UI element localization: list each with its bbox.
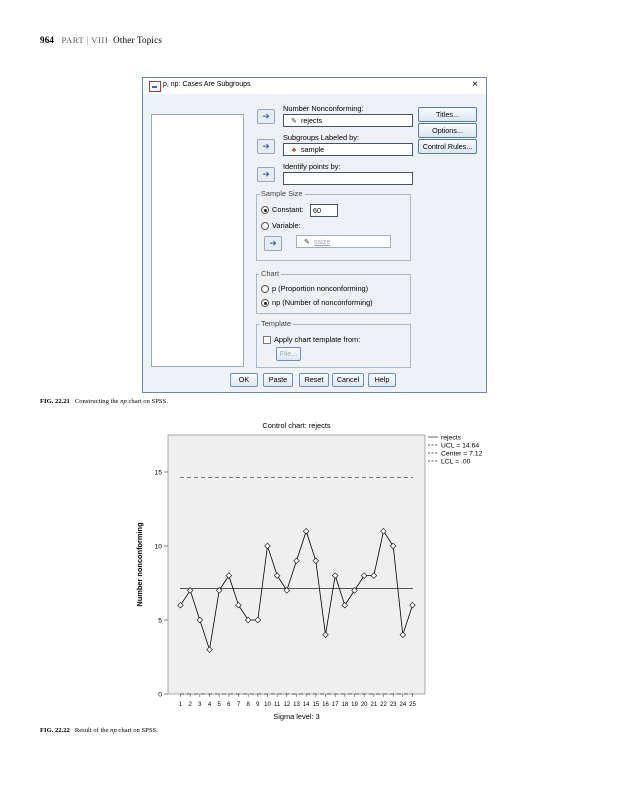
number-nonconforming-field[interactable] (283, 114, 413, 127)
spss-dialog (142, 77, 487, 393)
pencil-icon: ✎ (290, 116, 298, 125)
constant-input[interactable]: 60 (310, 204, 338, 217)
x-tick-label: 13 (293, 702, 300, 708)
variable-field[interactable] (296, 235, 391, 248)
close-icon[interactable]: × (472, 79, 478, 90)
x-tick-label: 22 (380, 702, 387, 708)
sample-size-group-label: Sample Size (261, 189, 303, 198)
x-tick-label: 15 (312, 702, 320, 708)
legend-entry: LCL = .00 (441, 458, 471, 466)
number-nonconforming-value: rejects (301, 116, 323, 125)
x-tick-label: 1 (178, 702, 183, 708)
section-title: Other Topics (113, 35, 163, 45)
app-icon (149, 81, 161, 92)
help-button[interactable]: Help (368, 373, 396, 387)
legend-entry: Center = 7.12 (441, 450, 483, 458)
running-header (40, 35, 162, 45)
template-group (256, 324, 411, 368)
legend-entry: UCL = 14.64 (441, 442, 480, 450)
radio-selected-icon (261, 299, 269, 307)
page-number: 964 (40, 35, 55, 45)
ok-button[interactable]: OK (230, 373, 258, 387)
control-rules-button[interactable]: Control Rules... (418, 139, 477, 154)
x-tick-label: 14 (302, 702, 310, 708)
caption-italic: np (110, 727, 117, 734)
constant-radio[interactable] (261, 205, 304, 214)
constant-label: Constant: (272, 205, 304, 214)
caption-text: Result of the (74, 727, 111, 734)
reset-button[interactable]: Reset (299, 373, 329, 387)
radio-unselected-icon (261, 285, 269, 293)
radio-unselected-icon (261, 222, 269, 230)
caption-text: chart on SPSS. (116, 727, 158, 734)
x-tick-label: 19 (351, 702, 358, 708)
part-label: PART (61, 35, 85, 45)
dialog-title: p, np: Cases Are Subgroups (163, 81, 251, 88)
x-tick-label: 3 (198, 702, 202, 708)
subgroups-value: sample (301, 145, 325, 154)
x-axis-label: Sigma level: 3 (273, 712, 320, 721)
y-tick-label: 0 (158, 691, 162, 699)
control-chart (120, 418, 503, 724)
variable-list[interactable] (151, 114, 244, 367)
x-tick-label: 5 (217, 702, 221, 708)
figure-caption-1 (40, 398, 168, 405)
dialog-titlebar (143, 78, 486, 94)
template-checkbox[interactable] (263, 335, 360, 344)
part-number: VIII (91, 35, 109, 45)
x-tick-label: 12 (283, 702, 291, 708)
variable-label: Variable: (272, 221, 301, 230)
move-arrow-button[interactable]: ➜ (257, 167, 275, 182)
y-axis-label: Number nonconforming (135, 522, 144, 607)
plot-area (168, 435, 425, 694)
identify-field[interactable] (283, 172, 413, 185)
x-tick-label: 21 (370, 702, 378, 708)
x-tick-label: 16 (322, 702, 329, 708)
x-tick-label: 2 (188, 702, 192, 708)
chart-group (256, 274, 411, 314)
chart-p-radio[interactable] (261, 284, 368, 293)
template-group-label: Template (261, 319, 291, 328)
pencil-icon: ✎ (303, 237, 311, 246)
move-arrow-button[interactable]: ➜ (264, 236, 282, 251)
chart-np-radio[interactable] (261, 298, 373, 307)
x-tick-label: 6 (227, 702, 231, 708)
move-arrow-button[interactable]: ➜ (257, 139, 275, 154)
x-tick-label: 18 (341, 702, 349, 708)
x-tick-label: 25 (409, 702, 416, 708)
chart-title: Control chart: rejects (262, 421, 331, 430)
checkbox-icon (263, 336, 271, 344)
variable-value: ssize (314, 237, 331, 246)
options-button[interactable]: Options... (418, 123, 477, 138)
x-tick-label: 17 (331, 702, 339, 708)
figure-label: FIG. 22.21 (40, 398, 70, 405)
x-tick-label: 11 (274, 702, 281, 708)
template-check-label: Apply chart template from: (274, 335, 361, 344)
figure-label: FIG. 22.22 (40, 727, 70, 734)
header-divider: | (86, 35, 89, 45)
caption-text: chart on SPSS. (126, 398, 168, 405)
nominal-variable-icon: ♣ (291, 145, 297, 154)
number-nonconforming-label: Number Nonconforming: (283, 104, 364, 113)
chart-np-label: np (Number of nonconforming) (272, 298, 373, 307)
x-tick-label: 7 (236, 702, 241, 708)
subgroups-field[interactable] (283, 143, 413, 156)
move-arrow-button[interactable]: ➜ (257, 109, 275, 124)
x-tick-label: 23 (389, 702, 397, 708)
y-tick-label: 5 (158, 617, 162, 625)
legend-entry: rejects (441, 434, 462, 442)
x-tick-label: 10 (264, 702, 271, 708)
x-tick-label: 9 (256, 702, 260, 708)
caption-italic: np (120, 398, 127, 405)
figure-caption-2 (40, 727, 158, 734)
y-tick-label: 10 (154, 543, 162, 551)
cancel-button[interactable]: Cancel (332, 373, 364, 387)
identify-label: Identify points by: (283, 162, 341, 171)
file-button[interactable]: File... (276, 347, 301, 361)
y-tick-label: 15 (154, 469, 162, 477)
variable-radio[interactable] (261, 221, 301, 230)
radio-selected-icon (261, 206, 269, 214)
caption-text: Constructing the (74, 398, 121, 405)
x-tick-label: 4 (207, 702, 212, 708)
x-tick-label: 20 (360, 702, 368, 708)
chart-group-label: Chart (261, 269, 280, 278)
paste-button[interactable]: Paste (263, 373, 293, 387)
x-tick-label: 8 (246, 702, 250, 708)
chart-p-label: p (Proportion nonconforming) (272, 284, 369, 293)
x-tick-label: 24 (399, 702, 407, 708)
subgroups-label: Subgroups Labeled by: (283, 133, 360, 142)
titles-button[interactable]: Titles... (418, 107, 477, 122)
